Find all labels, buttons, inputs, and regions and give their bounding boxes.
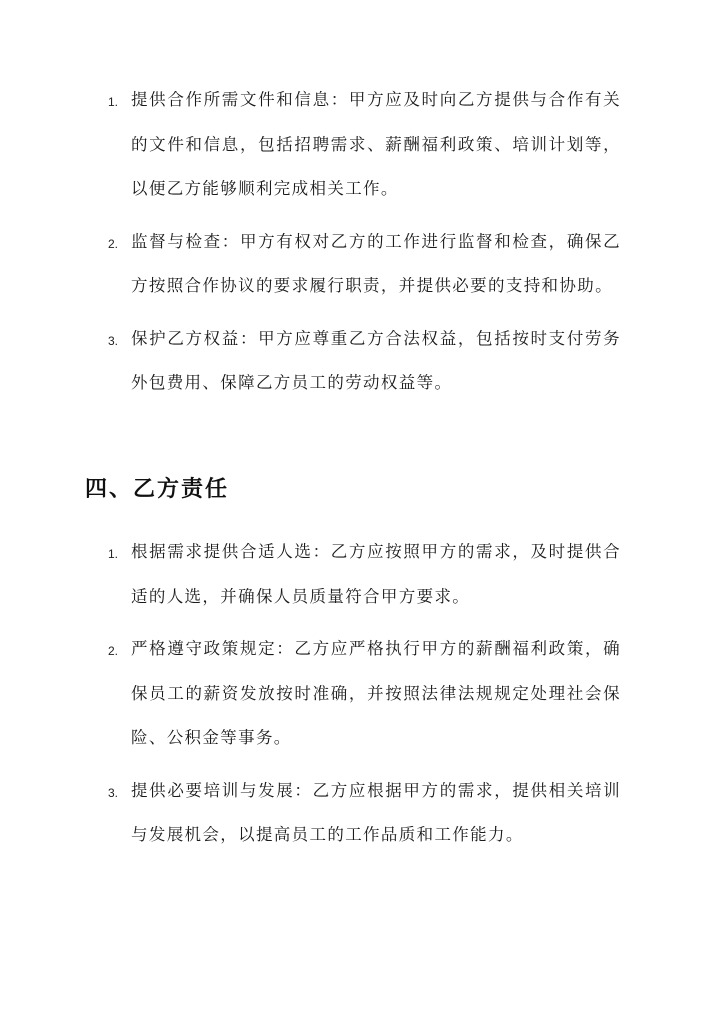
list-item: [0, 78, 720, 212]
list-item-text: 监督与检查：甲方有权对乙方的工作进行监督和检查，确保乙方按照合作协议的要求履行职责，并提供必要的支持和协助。: [131, 231, 621, 295]
party-a-responsibility-list: [0, 78, 720, 406]
list-item: [0, 530, 720, 619]
list-item-text: 根据需求提供合适人选：乙方应按照甲方的需求，及时提供合适的人选，并确保人员质量符合甲方要求。: [131, 542, 621, 606]
list-item: [0, 317, 720, 406]
party-b-responsibility-list: [0, 530, 720, 858]
list-item-text: 提供合作所需文件和信息：甲方应及时向乙方提供与合作有关的文件和信息，包括招聘需求、薪酬福利政策、培训计划等，以便乙方能够顺利完成相关工作。: [131, 90, 621, 198]
list-number: 2.: [108, 644, 119, 658]
list-item: [0, 627, 720, 761]
list-number: 3.: [108, 785, 119, 800]
list-number: 3.: [108, 333, 119, 348]
list-item: [0, 769, 720, 858]
section-heading: 四、乙方责任: [85, 477, 230, 502]
list-number: 2.: [108, 236, 119, 251]
list-item-text: 严格遵守政策规定：乙方应严格执行甲方的薪酬福利政策，确保员工的薪资发放按时准确，并按照法律法规规定处理社会保险、公积金等事务。: [131, 639, 621, 747]
list-item: [0, 220, 720, 309]
list-number: 1.: [108, 95, 119, 109]
list-item-text: 保护乙方权益：甲方应尊重乙方合法权益，包括按时支付劳务外包费用、保障乙方员工的劳动权益等。: [131, 328, 621, 392]
list-item-text: 提供必要培训与发展：乙方应根据甲方的需求，提供相关培训与发展机会，以提高员工的工作品质和工作能力。: [131, 780, 621, 844]
list-number: 1.: [108, 547, 119, 561]
